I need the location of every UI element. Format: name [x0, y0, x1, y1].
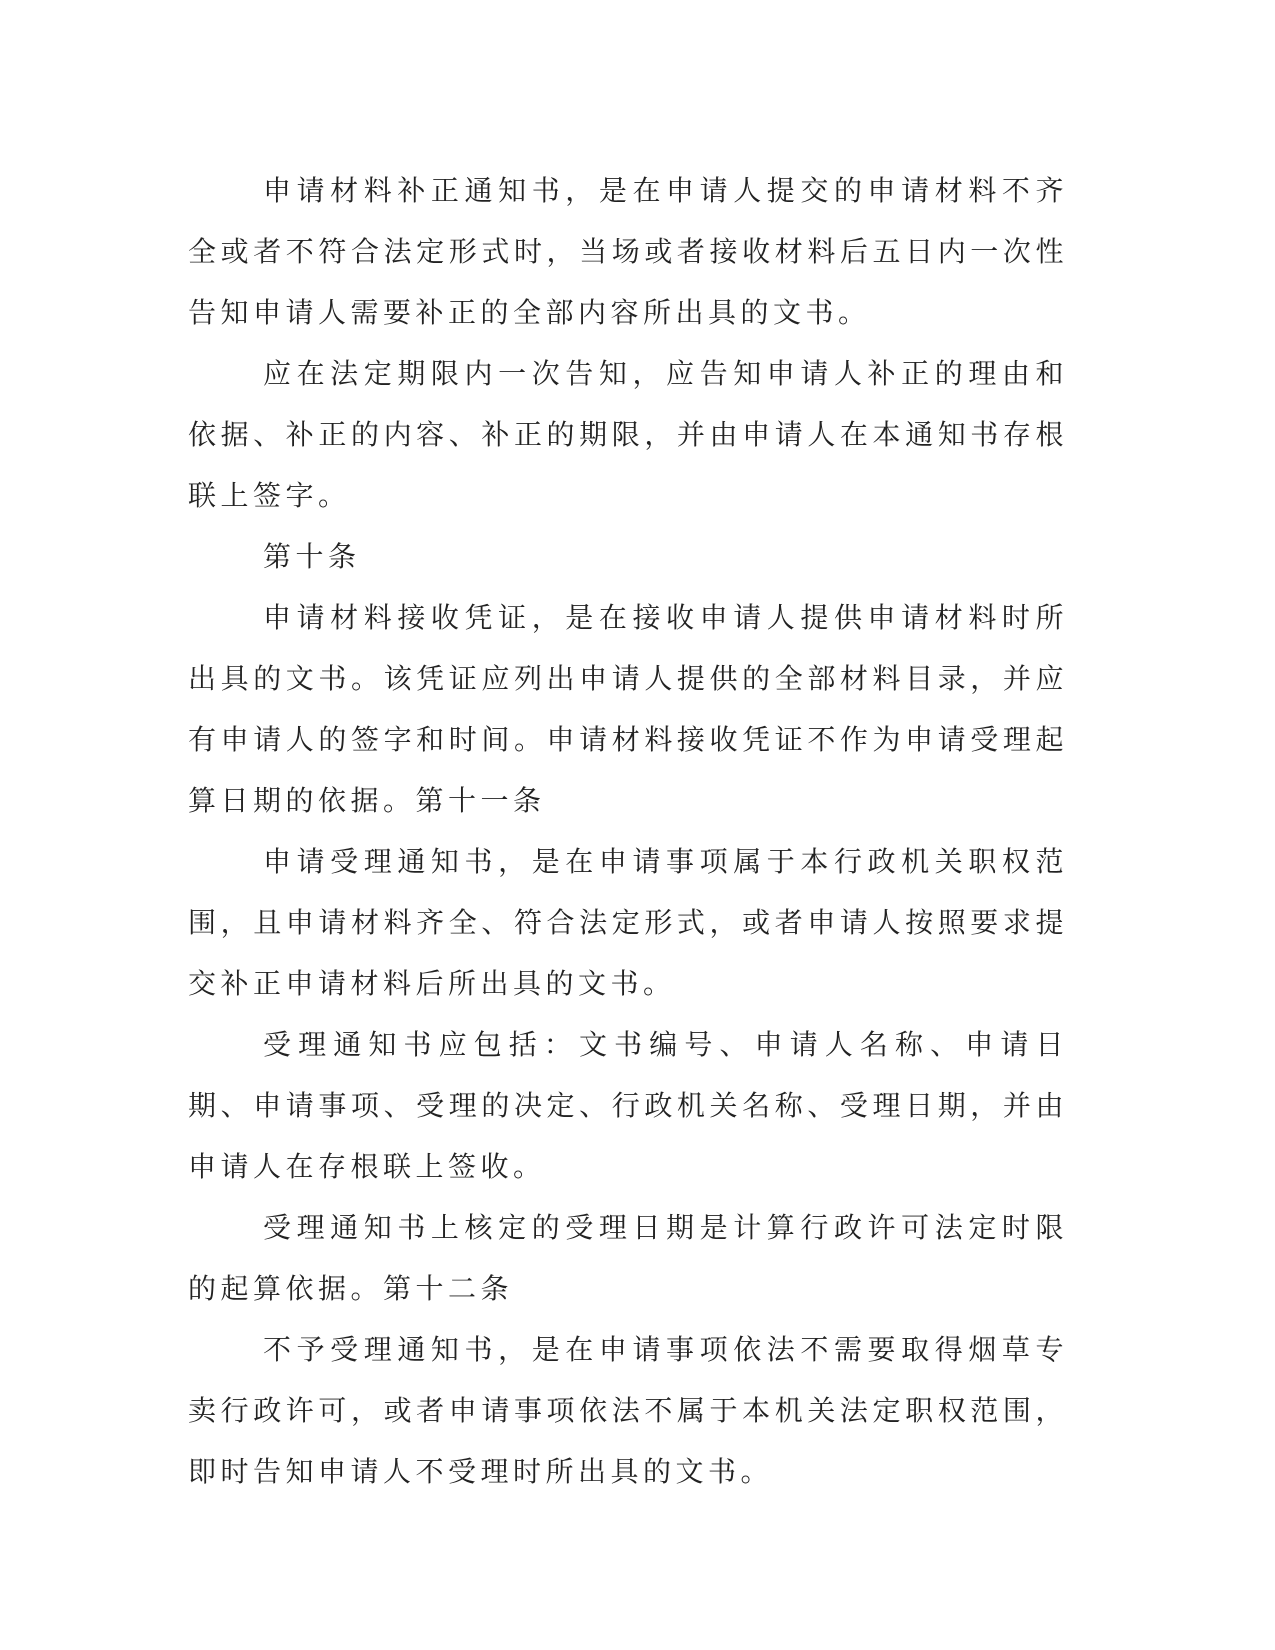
- paragraph-supplement-requirements: 应在法定期限内一次告知，应告知申请人补正的理由和依据、补正的内容、补正的期限，并由申请人在本通知书存根联上签字。: [188, 357, 1068, 512]
- article-heading-10: 第十条: [263, 540, 361, 573]
- paragraph-acceptance-contents: 受理通知书应包括：文书编号、申请人名称、申请日期、申请事项、受理的决定、行政机关名称、受理日期，并由申请人在存根联上签收。: [188, 1028, 1068, 1183]
- paragraph-acceptance-notice: 申请受理通知书，是在申请事项属于本行政机关职权范围，且申请材料齐全、符合法定形式，或者申请人按照要求提交补正申请材料后所出具的文书。: [188, 845, 1068, 1000]
- paragraph-receipt-voucher: 申请材料接收凭证，是在接收申请人提供申请材料时所出具的文书。该凭证应列出申请人提供的全部材料目录，并应有申请人的签字和时间。申请材料接收凭证不作为申请受理起算日期的依据。第十一条: [188, 601, 1068, 817]
- paragraph-acceptance-date: 受理通知书上核定的受理日期是计算行政许可法定时限的起算依据。第十二条: [188, 1211, 1068, 1305]
- paragraph-supplement-notice: 申请材料补正通知书，是在申请人提交的申请材料不齐全或者不符合法定形式时，当场或者接收材料后五日内一次性告知申请人需要补正的全部内容所出具的文书。: [188, 174, 1068, 329]
- paragraph-rejection-notice: 不予受理通知书，是在申请事项依法不需要取得烟草专卖行政许可，或者申请事项依法不属于本机关法定职权范围，即时告知申请人不受理时所出具的文书。: [188, 1333, 1068, 1488]
- document-body: [188, 160, 1068, 1502]
